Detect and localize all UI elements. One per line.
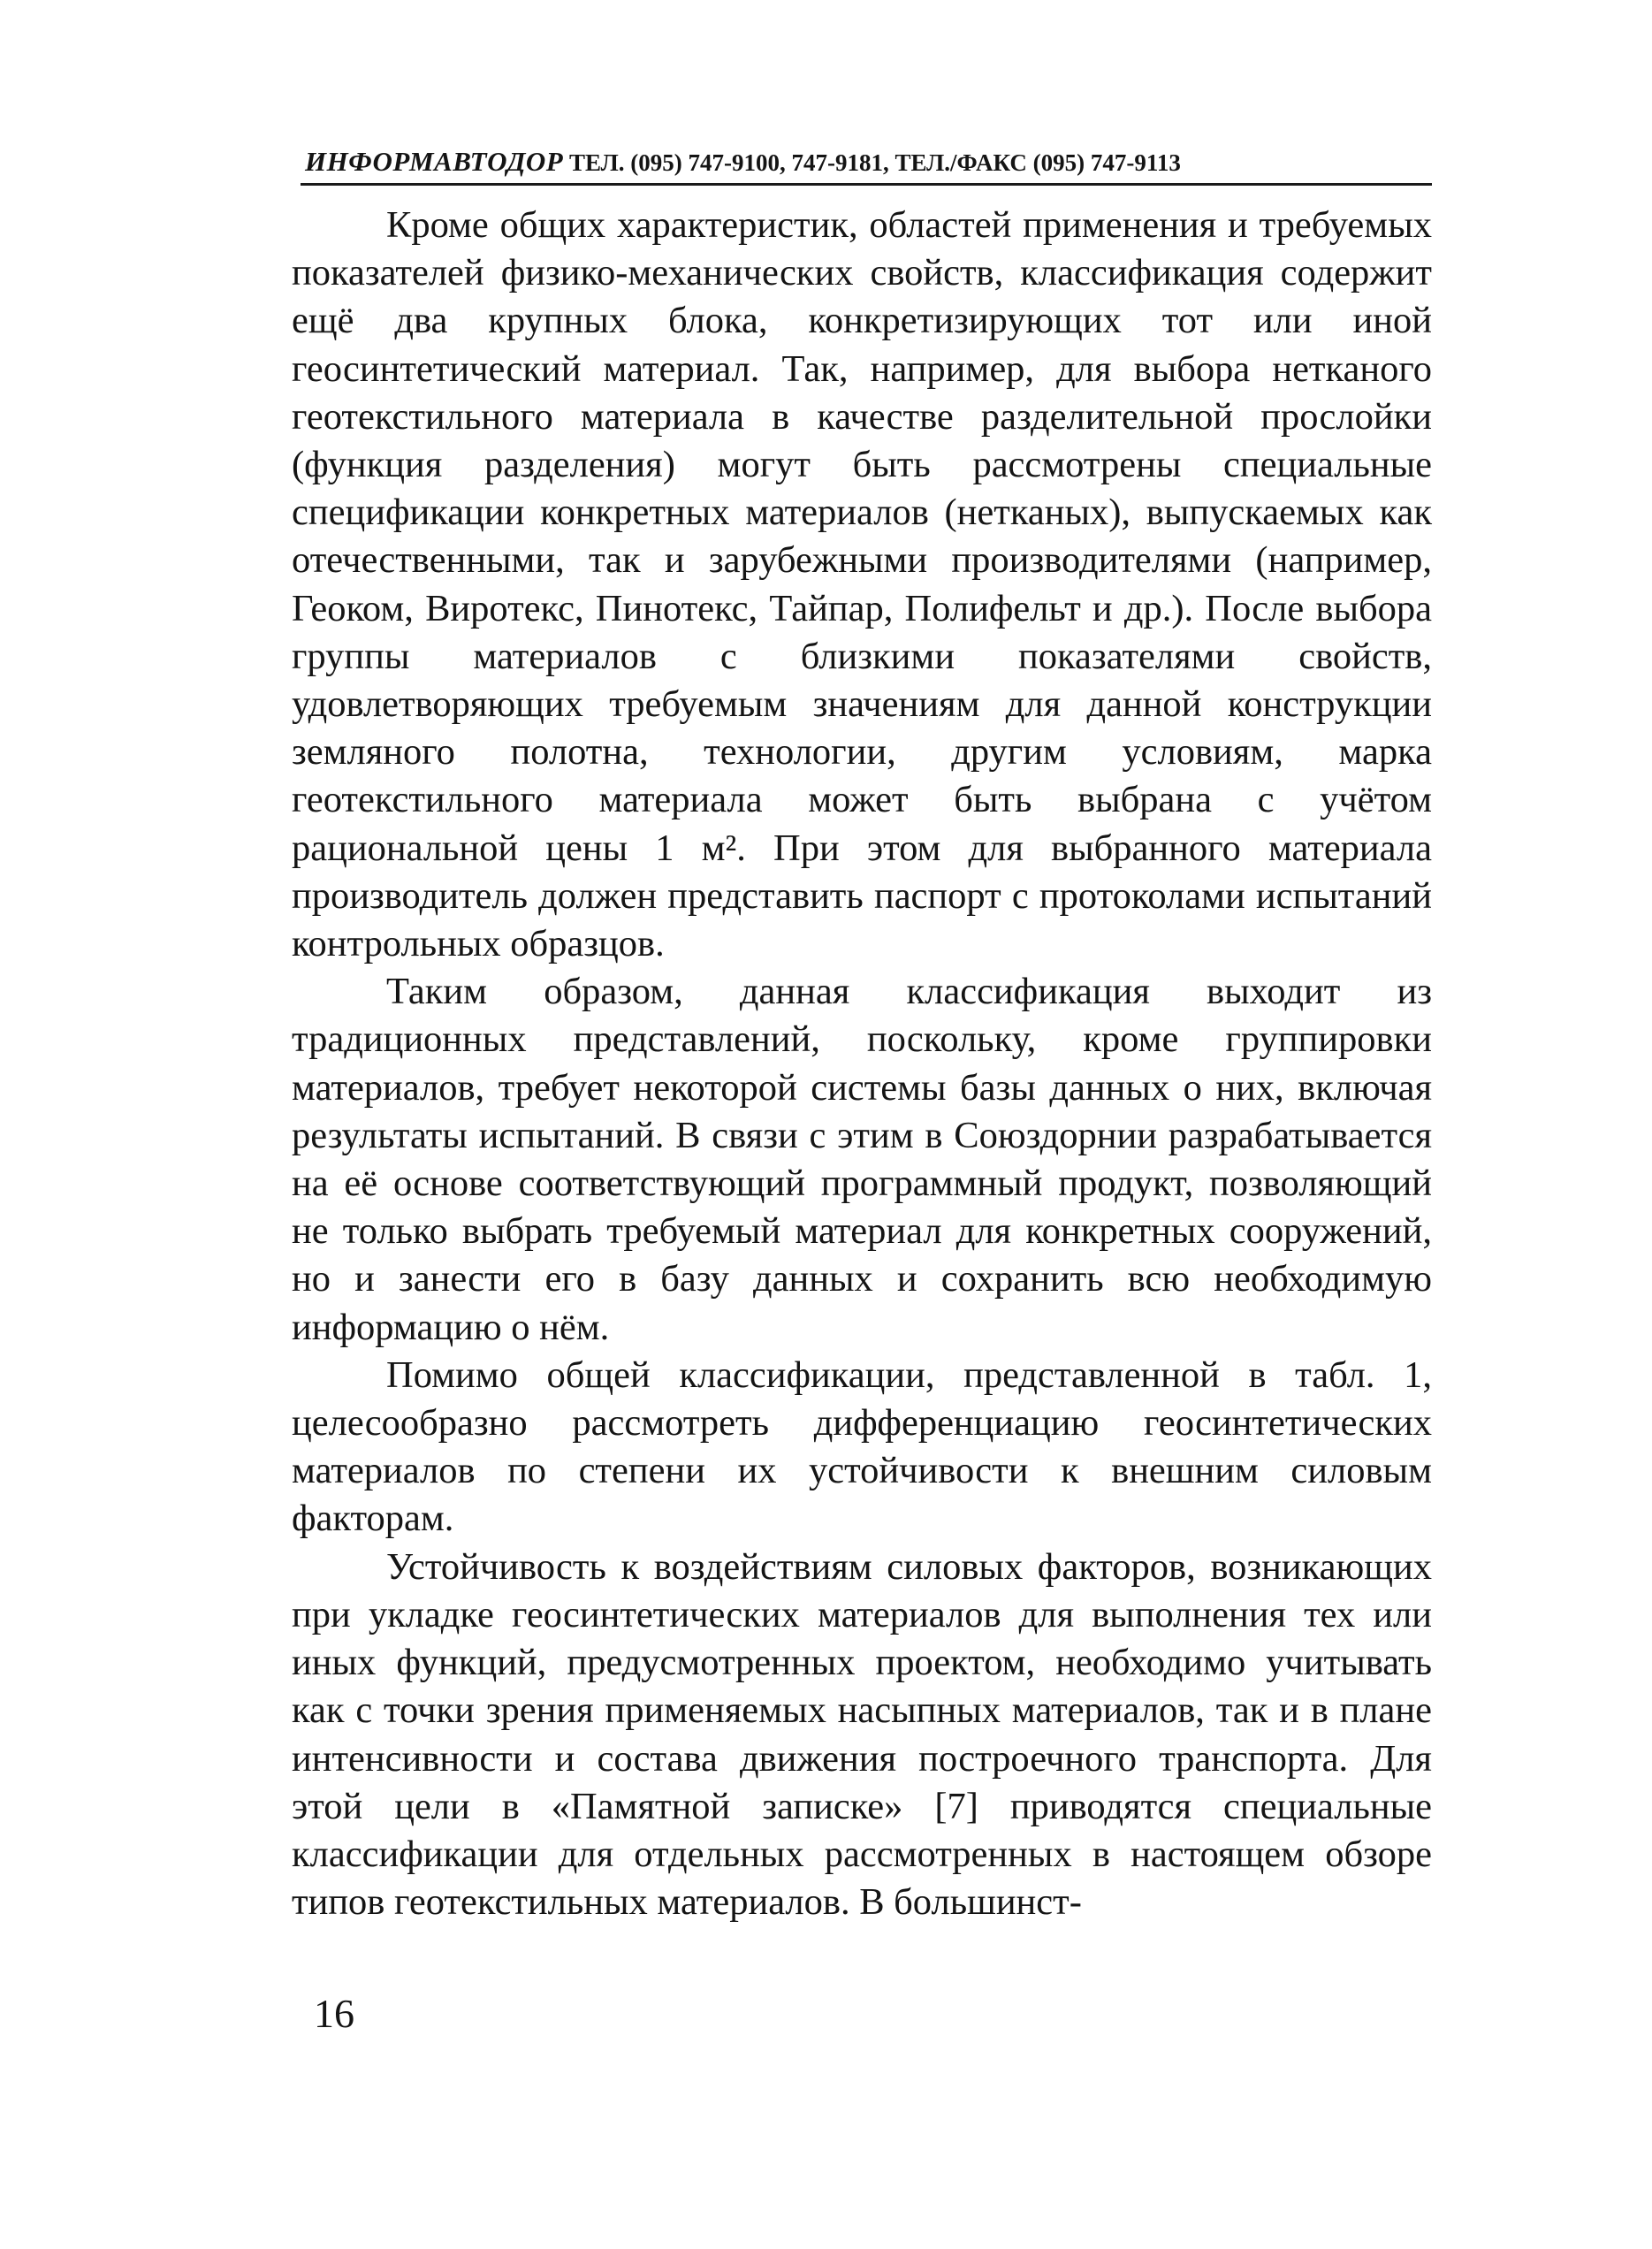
page-number: 16: [314, 1991, 354, 2036]
header-contacts: ТЕЛ. (095) 747-9100, 747-9181, ТЕЛ./ФАКС (095) 747-9113: [568, 149, 1181, 176]
paragraph: Устойчивость к воздействиям силовых факторов, возникающих при укладке геосинтетических материалов для выполнения тех или иных функций, предусмотренных проектом, необходимо учитывать как с точки зрения применяемых насыпных материалов, так и в плане интенсивности и состава движения построечного транспорта. Для этой цели в «Памятной записке» [7] приводятся специальные классификации для отдельных рассмотренных в настоящем обзоре типов геотекстильных материалов. В большинст-: [292, 1545, 1432, 1924]
paragraph: Таким образом, данная классификация выходит из традиционных представлений, поскольку, кроме группировки материалов, требует некоторой системы базы данных о них, включая результаты испытаний. В связи с этим в Союздорнии разрабатывается на её основе соответствующий программный продукт, позволяющий не только выбрать требуемый материал для конкретных сооружений, но и занести его в базу данных и сохранить всю необходимую информацию о нём.: [292, 971, 1432, 1348]
header-rule: [301, 183, 1432, 186]
paragraph: Помимо общей классификации, представленной в табл. 1, целесообразно рассмотреть дифференциацию геосинтетических материалов по степени их устойчивости к внешним силовым факторам.: [292, 1353, 1432, 1540]
header-organization: ИНФОРМАВТОДОР: [305, 146, 564, 177]
page-body: [292, 202, 1432, 1926]
paragraph: Кроме общих характеристик, областей применения и требуемых показателей физико-механических свойств, классификация содержит ещё два крупных блока, конкретизирующих тот или иной геосинтетический материал. Так, например, для выбора нетканого геотекстильного материала в качестве разделительной прослойки (функция разделения) могут быть рассмотрены специальные спецификации конкретных материалов (нетканых), выпускаемых как отечественными, так и зарубежными производителями (например, Геоком, Виротекс, Пинотекс, Тайпар, Полифельт и др.). После выбора группы материалов с близкими показателями свойств, удовлетворяющих требуемым значениям для данной конструкции земляного полотна, технологии, другим условиям, марка геотекстильного материала может быть выбрана с учётом рациональной цены 1 м². При этом для выбранного материала производитель должен представить паспорт с протоколами испытаний контрольных образцов.: [292, 204, 1432, 965]
running-header: [305, 147, 1427, 178]
